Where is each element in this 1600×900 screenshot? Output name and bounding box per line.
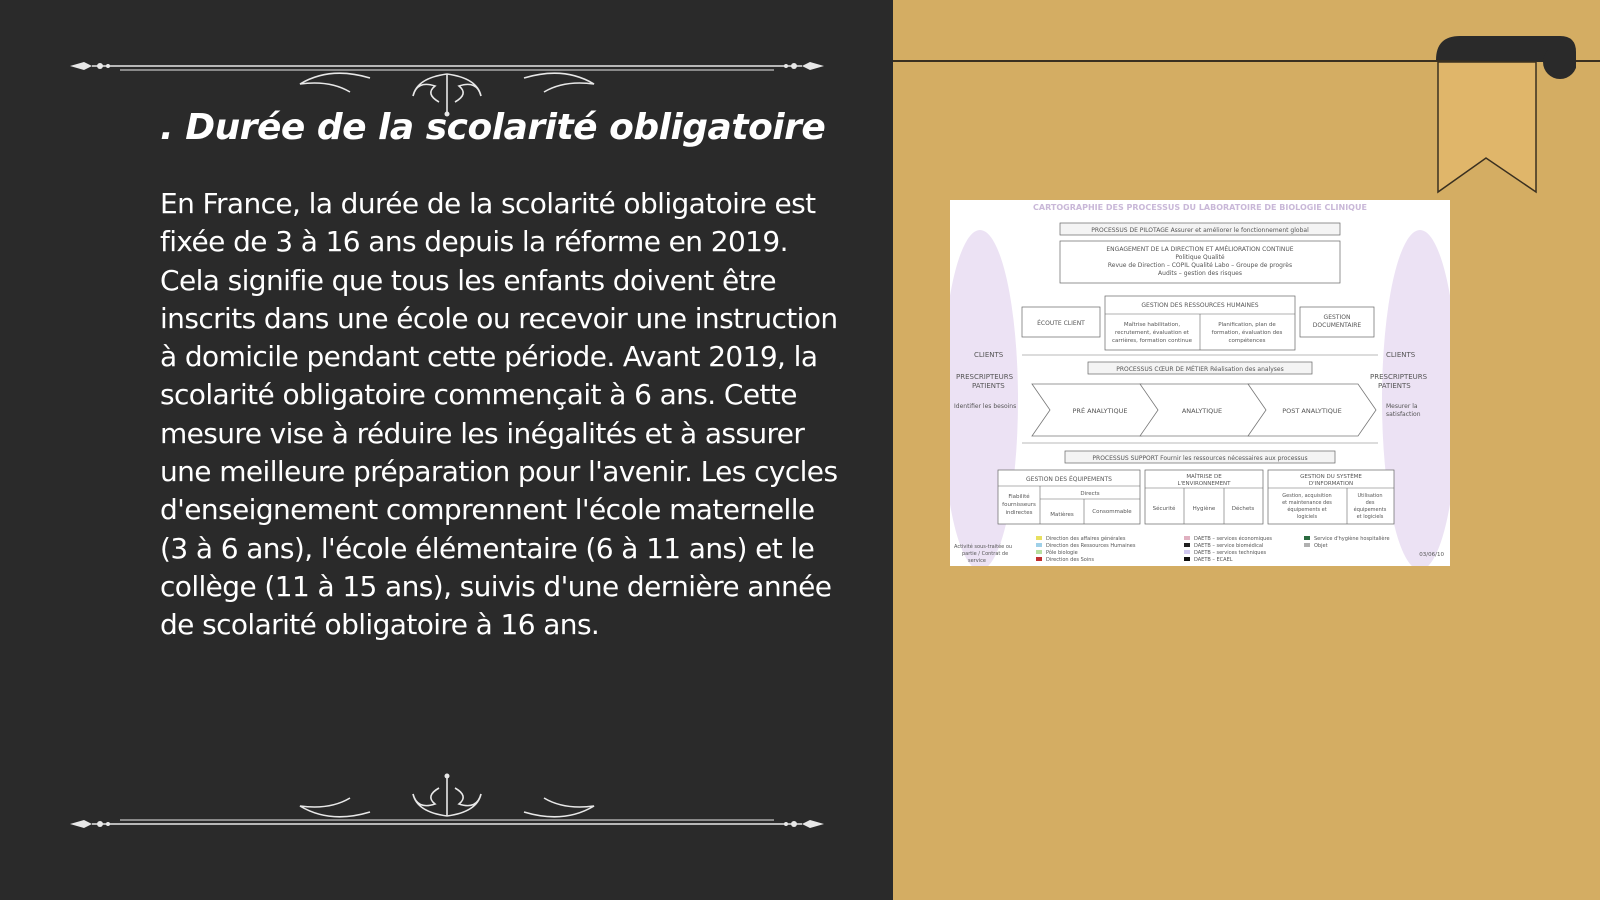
prescripteurs-left: PATIENTS (972, 382, 1005, 390)
engagement-line: Politique Qualité (1175, 254, 1225, 261)
engagement-line: Audits – gestion des risques (1158, 270, 1242, 277)
engagement-line: ENGAGEMENT DE LA DIRECTION ET AMÉLIORATION CONTINUE (1106, 246, 1294, 253)
si-a-line: équipements et (1287, 507, 1327, 513)
si-a-line: Gestion, acquisition (1282, 493, 1332, 499)
legend-item: Service d'hygiène hospitalière (1314, 536, 1390, 542)
si-line: GESTION DU SYSTÈME (1300, 474, 1362, 480)
si-a-line: et maintenance des (1282, 500, 1332, 506)
phase-label: POST ANALYTIQUE (1282, 407, 1342, 415)
si-b-line: Utilisation (1357, 493, 1383, 499)
bookmark-ribbon-icon (1436, 36, 1576, 198)
env-item: Hygiène (1192, 506, 1216, 512)
footnote-line: service (968, 558, 986, 564)
prescripteurs-right: PRESCRIPTEURS (1370, 373, 1428, 381)
support-label: PROCESSUS SUPPORT Fournir les ressources nécessaires aux processus (1092, 455, 1308, 462)
legend-item: Direction des Soins (1046, 557, 1095, 563)
legend-item: DAETB – services techniques (1194, 550, 1267, 556)
environnement-line: MAÎTRISE DE (1186, 474, 1222, 480)
phase-label: ANALYTIQUE (1181, 407, 1223, 415)
rh-label: GESTION DES RESSOURCES HUMAINES (1141, 302, 1259, 309)
clients-right: CLIENTS (1386, 351, 1416, 359)
si-a-line: logiciels (1296, 514, 1318, 520)
identifier-besoins: Identifier les besoins (954, 403, 1017, 410)
process-map-figure (950, 200, 1450, 566)
figure-title: CARTOGRAPHIE DES PROCESSUS DU LABORATOIRE DE BIOLOGIE CLINIQUE (1033, 203, 1367, 212)
si-b-line: et logiciels (1356, 514, 1384, 520)
rh-a-line: carrières, formation continue (1111, 338, 1193, 344)
env-item: Déchets (1231, 506, 1255, 512)
slide-title: . Durée de la scolarité obligatoire (160, 107, 826, 148)
ecoute-client: ÉCOUTE CLIENT (1037, 320, 1085, 327)
gestion-doc-line: DOCUMENTAIRE (1312, 322, 1362, 329)
rh-a-line: recrutement, évaluation et (1115, 330, 1189, 336)
phase-label: PRÉ ANALYTIQUE (1072, 407, 1128, 415)
prescripteurs-left: PRESCRIPTEURS (956, 373, 1014, 381)
si-line: D'INFORMATION (1308, 481, 1354, 487)
legend-item: Objet (1314, 543, 1328, 549)
matieres-label: Matières (1050, 512, 1074, 518)
environnement-line: L'ENVIRONNEMENT (1177, 481, 1231, 487)
engagement-line: Revue de Direction – COPIL Qualité Labo – Groupe de progrès (1107, 262, 1293, 269)
directs-label: Directs (1080, 491, 1100, 497)
legend-item: Direction des affaires générales (1046, 536, 1126, 542)
si-b-line: équipements (1353, 507, 1387, 513)
rh-a-line: Maîtrise habilitation, (1123, 322, 1181, 328)
consommable-label: Consommable (1092, 509, 1132, 515)
rh-b-line: formation, évaluation des (1211, 330, 1283, 336)
fournisseurs-line: Fiabilité (1008, 494, 1030, 500)
fournisseurs-line: fournisseurs (1002, 502, 1036, 508)
equipements-label: GESTION DES ÉQUIPEMENTS (1026, 476, 1112, 483)
prescripteurs-right: PATIENTS (1378, 382, 1411, 390)
legend-item: DAETB – service biomédical (1194, 543, 1264, 549)
si-b-line: des (1365, 500, 1375, 506)
figure-date: 03/06/10 (1419, 552, 1444, 558)
mesurer-satisfaction: Mesurer la (1386, 403, 1418, 410)
legend-item: DAETB – ECAEL (1194, 557, 1233, 563)
fournisseurs-line: indirectes (1005, 510, 1033, 516)
legend-item: DAETB – services économiques (1194, 536, 1273, 542)
footnote-line: Activité sous-traitée ou (954, 544, 1013, 550)
rh-b-line: Planification, plan de (1218, 322, 1276, 328)
clients-left: CLIENTS (974, 351, 1004, 359)
mesurer-satisfaction: satisfaction (1386, 411, 1421, 418)
slide-body-text: En France, la durée de la scolarité obligatoire est fixée de 3 à 16 ans depuis la réforme en 2019. Cela signifie que tous les enfants doivent être inscrits dans une école ou recevoir une instruction à domicile pendant cette période. Avant 2019, la scolarité obligatoire commençait à 6 ans. Cette mesure vise à réduire les inégalités et à assurer une meilleure préparation pour l'avenir. Les cycles d'enseignement comprennent l'école maternelle (3 à 6 ans), l'école élémentaire (6 à 11 ans) et le collège (11 à 15 ans), suivis d'une dernière année de scolarité obligatoire à 16 ans. (160, 187, 838, 642)
pilotage-label: PROCESSUS DE PILOTAGE Assurer et améliorer le fonctionnement global (1091, 227, 1309, 234)
legend-item: Pôle biologie (1046, 550, 1078, 556)
bottom-ornament (70, 772, 824, 842)
rh-b-line: compétences (1228, 338, 1266, 344)
legend-item: Direction des Ressources Humaines (1046, 543, 1136, 549)
footnote-line: partie / Contrat de (962, 551, 1009, 557)
env-item: Sécurité (1152, 506, 1176, 512)
gestion-doc-line: GESTION (1323, 314, 1351, 321)
coeur-label: PROCESSUS CŒUR DE MÉTIER Réalisation des analyses (1116, 366, 1284, 373)
